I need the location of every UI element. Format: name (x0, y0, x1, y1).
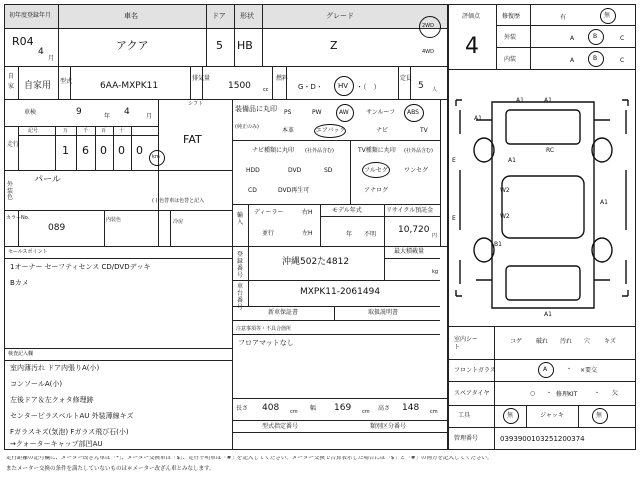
repair-no: 無 (604, 12, 611, 19)
tv-analog: アナログ (364, 187, 389, 194)
mark-rc: RC (546, 147, 555, 154)
interior-item-3: 汚れ (560, 338, 573, 345)
month-unit: 月 (48, 55, 55, 62)
equip-airbag-circle (314, 124, 346, 138)
equip-sunroof: サンルーフ (366, 109, 396, 116)
recycle-label: リサイクル預託金 (386, 207, 434, 214)
spare-opt-3: 修理KIT (556, 391, 578, 398)
color-no-label: カラーNo. (6, 215, 30, 221)
chassis-value: MXPK11-2061494 (300, 287, 381, 297)
color-no-value: 089 (48, 223, 66, 233)
sales-point-line-1: 1オーナー セーフティセンス CD/DVDデッキ (10, 263, 151, 271)
doors-label: ドア (212, 12, 226, 20)
chassis-label: 車台番号 (237, 283, 244, 311)
capacity-unit: 人 (432, 87, 438, 93)
mark-a1-6: A1 (544, 311, 552, 318)
use-label-2: 家 (8, 83, 15, 90)
max-load-unit: kg (432, 269, 439, 275)
ext-label: 外装 (504, 34, 517, 41)
front-glass-x: ×要交 (580, 367, 598, 374)
fuel-other: ・（ ） (356, 83, 381, 91)
record-label: 記号 (28, 128, 39, 134)
mark-a1-1: A1 (516, 97, 524, 104)
mark-e-2: E (452, 215, 456, 222)
unit-man: 万 (63, 128, 69, 134)
height-label: 高さ (378, 405, 391, 412)
attention-label: 注意事項等・不具合箇所 (236, 326, 292, 332)
sales-point-line-2: Bカメ (10, 279, 29, 287)
spare-opt-1: ○ (530, 390, 536, 397)
length-unit: cm (290, 409, 298, 415)
drive-4wd: 4WD (422, 49, 434, 55)
width-unit: cm (362, 409, 370, 415)
tv-sub: (社外品含む) (404, 148, 433, 154)
mileage-unit: km (152, 154, 160, 160)
import-label: 輸入 (237, 212, 244, 227)
fuel-selected: HV (338, 82, 349, 90)
interior-item-5: キズ (604, 338, 616, 345)
shape-value: HB (237, 39, 253, 52)
int-grade-a: A (570, 57, 575, 64)
inspector-line-4: センターピラスベルトAU 外装薄線キズ (10, 412, 134, 420)
equip-aw: AW (339, 109, 349, 116)
unit-sen: 千 (83, 128, 89, 134)
spare-label: スペアタイヤ (454, 390, 490, 397)
capacity-value: 5 (418, 81, 424, 91)
navi-hdd: HDD (246, 167, 260, 174)
grade-label: グレード (326, 12, 354, 20)
disp-value: 1500 (228, 81, 251, 91)
shift-label: シフト (188, 101, 204, 107)
spare-opt-2: ・ (546, 390, 553, 397)
sales-points-label: セールスポイント (8, 249, 48, 255)
inspector-line-6: →クォーターキャップ部凹AU (10, 440, 103, 448)
jack-label: ジャッキ (540, 412, 564, 419)
drive-2wd: 2WD (422, 23, 434, 29)
tools-label: 工具 (458, 412, 471, 419)
model-year-b: 不明 (364, 231, 377, 238)
mark-w2-1: W2 (500, 187, 510, 194)
spare-opt-4: ・ (594, 390, 601, 397)
int-label: 内装 (504, 56, 517, 63)
interior-item-4: 穴 (584, 338, 591, 345)
disp-unit: cc (263, 87, 269, 93)
front-glass-label: フロントガラス (454, 367, 496, 374)
height-unit: cm (430, 409, 438, 415)
header-band (5, 5, 447, 28)
navi-dvd-play: DVD再生可 (278, 187, 310, 194)
equip-ps: PS (284, 109, 292, 116)
repair-yes: 有 (560, 14, 567, 21)
height-value: 148 (402, 403, 420, 413)
model-year-label: モデル年式 (332, 207, 362, 214)
exterior-label: 外装色 (7, 181, 14, 202)
capacity-label: 定員 (400, 75, 413, 82)
unit-juu: 十 (119, 128, 125, 134)
management-label: 管理番号 (454, 435, 479, 442)
score-value: 4 (465, 34, 479, 59)
management-value: 0393900103251200374 (500, 435, 585, 443)
fuel-label: 燃料 (276, 75, 289, 82)
interior-sheet-label: 室内シート (454, 336, 479, 351)
model-year-a: 年 (346, 231, 353, 238)
inspector-label: 検査記入欄 (8, 351, 34, 357)
interior-item-2: 破れ (536, 338, 549, 345)
spare-opt-5: 欠 (612, 390, 619, 397)
disp-label: 排気量 (192, 75, 211, 82)
damage-diagram (448, 70, 636, 326)
inspection-month: 4 (124, 107, 130, 117)
mileage-digit-2: 6 (82, 144, 89, 157)
use-label: 自 (8, 73, 15, 80)
type-label: 型式 (60, 78, 73, 85)
int-grade-c: C (620, 57, 625, 64)
inspector-line-5: Fガラスキズ(気泡) Fガラス飛び石(小) (10, 428, 129, 436)
navi-sub: (社外品含む) (305, 148, 334, 154)
fuel-options: G・D・ (298, 83, 323, 91)
shape-label: 形状 (240, 12, 254, 20)
equip-airbag: エアバック (316, 127, 346, 134)
import-parallel: 並行 (262, 230, 275, 237)
equip-leather: 本革 (282, 127, 295, 134)
mark-a1-4: A1 (508, 157, 516, 164)
navi-dvd: DVD (288, 167, 302, 174)
mark-b1: B1 (494, 241, 502, 248)
tv-fullseg: フルセグ (364, 167, 388, 174)
navi-sd: SD (324, 167, 333, 174)
doors-value: 5 (216, 39, 223, 52)
tv-title: TV種類に丸印 (358, 147, 396, 154)
tools-value: 無 (507, 412, 514, 419)
inspection-label: 車検 (24, 109, 37, 116)
type-value: 6AA-MXPK11 (100, 81, 159, 91)
ext-grade-c: C (620, 35, 625, 42)
recycle-unit: 円 (432, 233, 438, 239)
equip-pw: PW (312, 109, 322, 116)
max-load-label: 最大積載量 (394, 248, 425, 255)
first-reg-label: 初年度登録年月 (9, 12, 52, 19)
mileage-digit-3: 0 (100, 144, 107, 157)
length-value: 408 (262, 403, 280, 413)
footer-line-2: またメーター交換の条件を満たしていないものは＊メーター改ざん車とみなします。 (6, 466, 215, 472)
unit-hyaku: 百 (101, 128, 107, 134)
ext-grade-a: A (570, 35, 575, 42)
interior-item-1: コゲ (510, 338, 523, 345)
category-label: 類別区分番号 (370, 423, 407, 430)
registration-plate: 沖縄502た4812 (282, 257, 350, 267)
mark-e-1: E (452, 157, 456, 164)
inspection-year: 9 (76, 107, 82, 117)
exterior-note: ( ) 色替車は色替と記入 (152, 198, 205, 204)
equip-abs: ABS (407, 109, 419, 116)
grade-value: Z (330, 39, 338, 52)
inspection-year-unit: 年 (104, 113, 111, 120)
equip-tv: TV (420, 127, 428, 134)
navi-title: ナビ種類に丸印 (252, 147, 295, 154)
import-right-hand: 右H (302, 209, 313, 216)
import-dealer: ディーラー (254, 209, 284, 216)
inspection-month-unit: 月 (146, 113, 153, 120)
equipment-label: 装備品に丸印 (235, 105, 277, 113)
width-label: 幅 (310, 405, 317, 412)
inspector-line-3: 左後ドア＆左クォタ修理跡 (10, 396, 94, 404)
import-left-hand: 左H (302, 230, 313, 237)
shift-value: FAT (183, 133, 202, 146)
mileage-digit-5: 0 (136, 144, 143, 157)
jack-value: 無 (596, 412, 603, 419)
use-value: 自家用 (24, 81, 52, 91)
tv-oneseg: ワンセグ (404, 167, 429, 174)
exterior-value: パール (34, 175, 61, 185)
equip-navi: ナビ (376, 127, 389, 134)
mark-a1-2: A1 (544, 97, 552, 104)
fuel-tank-label: 冷房 (173, 219, 184, 225)
mileage-digit-4: 0 (118, 144, 125, 157)
first-reg-month: 4 (38, 47, 44, 57)
mark-a1-3: A1 (474, 115, 482, 122)
first-reg-year: R04 (12, 35, 34, 48)
new-warranty: 新車保証書 (268, 309, 299, 316)
width-value: 169 (334, 403, 352, 413)
length-label: 長さ (236, 405, 249, 412)
attention-value: フロアマットなし (238, 339, 294, 347)
manual: 取扱説明書 (368, 309, 399, 316)
interior-color-label: 内装色 (106, 217, 122, 223)
ext-grade-b: B (593, 33, 598, 40)
inspector-line-2: コンソールA(小) (10, 380, 63, 388)
model-value: アクア (116, 39, 149, 52)
int-grade-b: B (593, 55, 598, 62)
type-designation-label: 型式指定番号 (262, 423, 299, 430)
mark-w2-2: W2 (500, 213, 510, 220)
mileage-digit-1: 1 (62, 144, 69, 157)
score-label: 評価点 (462, 13, 481, 20)
equipment-sub: (純正のみ) (235, 124, 259, 130)
repair-label: 修復歴 (502, 13, 521, 20)
registration-label: 登録番号 (237, 251, 244, 279)
front-glass-mark: ・ (566, 366, 573, 373)
mileage-label: 走行 (7, 141, 20, 148)
recycle-value: 10,720 (398, 225, 430, 235)
model-label: 車名 (124, 12, 138, 20)
front-glass-a: A (543, 366, 548, 373)
footer-line-1: 走行距離の記号欄に、メーター改ざん車は「*」、メーター交換車は「$」、走行不明車は「#」を記入してください。メーター交換で合算表示した場合には「$」と「#」の両方を記入してください。 (6, 456, 493, 461)
mark-a1-5: A1 (600, 199, 608, 206)
inspector-line-1: 室内薄汚れ ドア内張りA(小) (10, 364, 100, 372)
navi-cd: CD (248, 187, 257, 194)
